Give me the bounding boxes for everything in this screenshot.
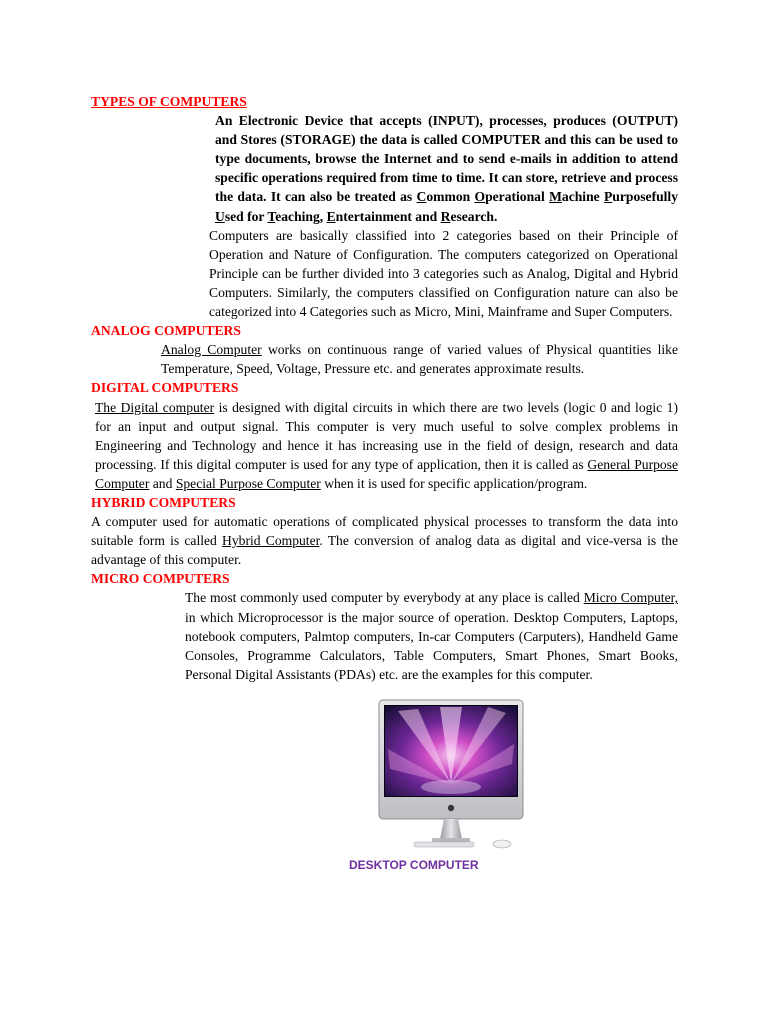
paragraph-classification: Computers are basically classified into 2 categories based on their Principle of Operation and Nature of Configuration. The computers categorized on Operational Principle can be further divided into 3 categories such as Analog, Digital and Hybrid Computers. Similarly, the computers classified on Configuration nature can also be categorized into 4 Categories such as Micro, Mini, Mainframe and Super Computers. bbox=[209, 227, 678, 320]
heading-micro-computers: MICRO COMPUTERS bbox=[91, 571, 230, 587]
heading-hybrid-computers: HYBRID COMPUTERS bbox=[91, 494, 236, 510]
paragraph-computer-definition: An Electronic Device that accepts (INPUT), processes, produces (OUTPUT) and Stores (STORAGE) the data is called COMPUTER and this can be used to type documents, browse the Internet and to send e-mails in addition to attend specific operations required from time to time. It can store, retrieve and process the data. It can also be treated as Common Operational Machine Purposefully Used for Teaching, Entertainment and Research. bbox=[215, 113, 679, 224]
link-general-purpose-computer[interactable]: General Purpose Computer bbox=[95, 456, 679, 491]
figure-caption: DESKTOP COMPUTER bbox=[349, 858, 479, 872]
paragraph-analog: Analog Computer works on continuous range of varied values of Physical quantities like Temperature, Speed, Voltage, Pressure etc. and generates approximate results. bbox=[161, 342, 678, 377]
link-digital-computer[interactable]: The Digital computer bbox=[95, 399, 215, 415]
paragraph-hybrid: A computer used for automatic operations of complicated physical processes to transform the data into suitable form is called Hybrid Computer. The conversion of analog data as digital and vice-versa is the advantage of this computer. bbox=[91, 514, 678, 568]
paragraph-micro: The most commonly used computer by everybody at any place is called Micro Computer, in which Microprocessor is the major source of operation. Desktop Computers, Laptops, notebook computers, Palmtop computers, In-car Computers (Carputers), Handheld Game Consoles, Programme Calculators, Table Computers, Smart Phones, Smart Books, Personal Digital Assistants (PDAs) etc. are the examples for this computer. bbox=[185, 590, 678, 682]
document-body bbox=[91, 92, 678, 684]
paragraph-digital: The Digital computer is designed with digital circuits in which there are two levels (logic 0 and logic 1) for an input and output signal. This computer is very much useful to solve complex problems in Engineering and Technology and hence it has increasing use in the field of design, research and data processing. If this digital computer is used for any type of application, then it is called as General Purpose Computer and Special Purpose Computer when it is used for specific application/program. bbox=[95, 399, 679, 491]
link-special-purpose-computer[interactable]: Special Purpose Computer bbox=[175, 475, 321, 491]
heading-analog-computers: ANALOG COMPUTERS bbox=[91, 323, 241, 339]
desktop-computer-image bbox=[378, 699, 524, 849]
link-analog-computer[interactable]: Analog Computer bbox=[161, 342, 262, 358]
link-hybrid-computer[interactable]: Hybrid Computer bbox=[222, 533, 320, 549]
link-micro-computer[interactable]: Micro Computer, bbox=[583, 590, 678, 606]
desktop-computer-icon bbox=[378, 699, 524, 849]
heading-digital-computers: DIGITAL COMPUTERS bbox=[91, 380, 239, 396]
heading-types-of-computers: TYPES OF COMPUTERS bbox=[91, 94, 247, 109]
